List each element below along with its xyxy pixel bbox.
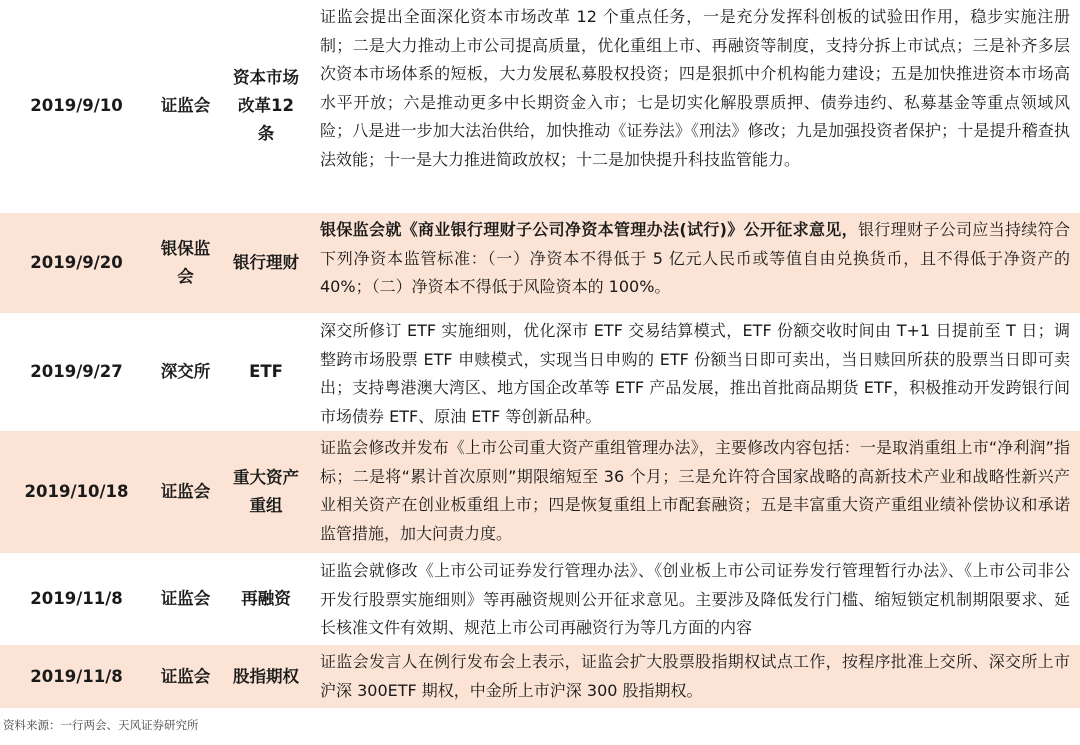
table-row	[0, 314, 1080, 431]
row-content-text: 银行理财子公司应当持续符合下列净资本监管标准：（一）净资本不得低于 5 亿元人民币或等值自由兑换货币，且不得低于净资产的 40%；（二）净资本不得低于风险资本的 100%。	[320, 220, 1070, 296]
row-content-text: 证监会就修改《上市公司证券发行管理办法》、《创业板上市公司证券发行管理暂行办法》、《上市公司非公开发行股票实施细则》等再融资规则公开征求意见。主要涉及降低发行门槛、缩短锁定机制期限要求、延长核准文件有效期、规范上市公司再融资行为等几方面的内容	[320, 561, 1070, 637]
row-date: 2019/11/8	[30, 589, 123, 608]
row-topic: 银行理财	[233, 253, 299, 272]
row-topic: 股指期权	[233, 666, 299, 686]
row-date: 2019/9/27	[30, 362, 123, 381]
table-row	[0, 213, 1080, 314]
row-agency: 证监会	[160, 666, 211, 686]
row-date: 2019/10/18	[24, 482, 129, 501]
row-date: 2019/9/20	[30, 253, 123, 272]
table-row	[0, 645, 1080, 709]
row-content-text: 证监会修改并发布《上市公司重大资产重组管理办法》，主要修改内容包括：一是取消重组上市“净利润”指标；二是将“累计首次原则”期限缩短至 36 个月；三是允许符合国家战略的高新技术产业和战略性新兴产业相关资产在创业板重组上市；四是恢复重组上市配套融资；五是丰富重大资产重组业绩补偿协议和承诺监管措施，加大问责力度。	[320, 438, 1070, 543]
row-topic: 资本市场改革12条	[233, 68, 299, 143]
row-content	[314, 645, 1080, 708]
table-row	[0, 431, 1080, 554]
row-agency: 证监会	[160, 96, 211, 115]
row-agency: 证监会	[160, 482, 211, 501]
row-agency: 深交所	[160, 362, 211, 381]
row-content	[314, 0, 1080, 212]
row-agency: 证监会	[160, 589, 211, 608]
row-date: 2019/11/8	[30, 666, 123, 686]
table-row	[0, 0, 1080, 213]
row-content	[314, 314, 1080, 430]
row-topic: 再融资	[241, 589, 291, 608]
row-content	[314, 213, 1080, 313]
row-content-text: 证监会提出全面深化资本市场改革 12 个重点任务，一是充分发挥科创板的试验田作用，稳步实施注册制；二是大力推动上市公司提高质量，优化重组上市、再融资等制度，支持分拆上市试点；三是补齐多层次资本市场体系的短板，大力发展私募股权投资；四是狠抓中介机构能力建设；五是加快推进资本市场高水平开放；六是推动更多中长期资金入市；七是切实化解股票质押、债券违约、私募基金等重点领域风险；八是进一步加大法治供给，加快推动《证券法》《刑法》修改；九是加强投资者保护；十是提升稽查执法效能；十一是大力推进简政放权；十二是加快提升科技监管能力。	[320, 7, 1070, 169]
row-topic: ETF	[249, 362, 283, 381]
row-content-lead: 银保监会就《商业银行理财子公司净资本管理办法(试行)》公开征求意见，	[320, 220, 858, 239]
row-content-text: 证监会发言人在例行发布会上表示，证监会扩大股票股指期权试点工作，按程序批准上交所、深交所上市沪深 300ETF 期权，中金所上市沪深 300 股指期权。	[320, 652, 1070, 700]
row-agency: 银保监会	[160, 239, 211, 286]
row-content	[314, 431, 1080, 553]
row-content	[314, 554, 1080, 644]
source-note: 资料来源：一行两会、天风证券研究所	[3, 718, 199, 732]
row-date: 2019/9/10	[30, 96, 123, 115]
table-row	[0, 554, 1080, 645]
row-topic: 重大资产重组	[233, 468, 299, 515]
row-content-text: 深交所修订 ETF 实施细则，优化深市 ETF 交易结算模式，ETF 份额交收时间由 T+1 日提前至 T 日；调整跨市场股票 ETF 申赎模式，实现当日申购的 ETF 份额当日即可卖出，当日赎回所获的股票当日即可卖出；支持粤港澳大湾区、地方国企改革等 ETF 产品发展，推出首批商品期货 ETF，积极推动开发跨银行间市场债券 ETF、原油 ETF 等创新品种。	[320, 321, 1070, 426]
